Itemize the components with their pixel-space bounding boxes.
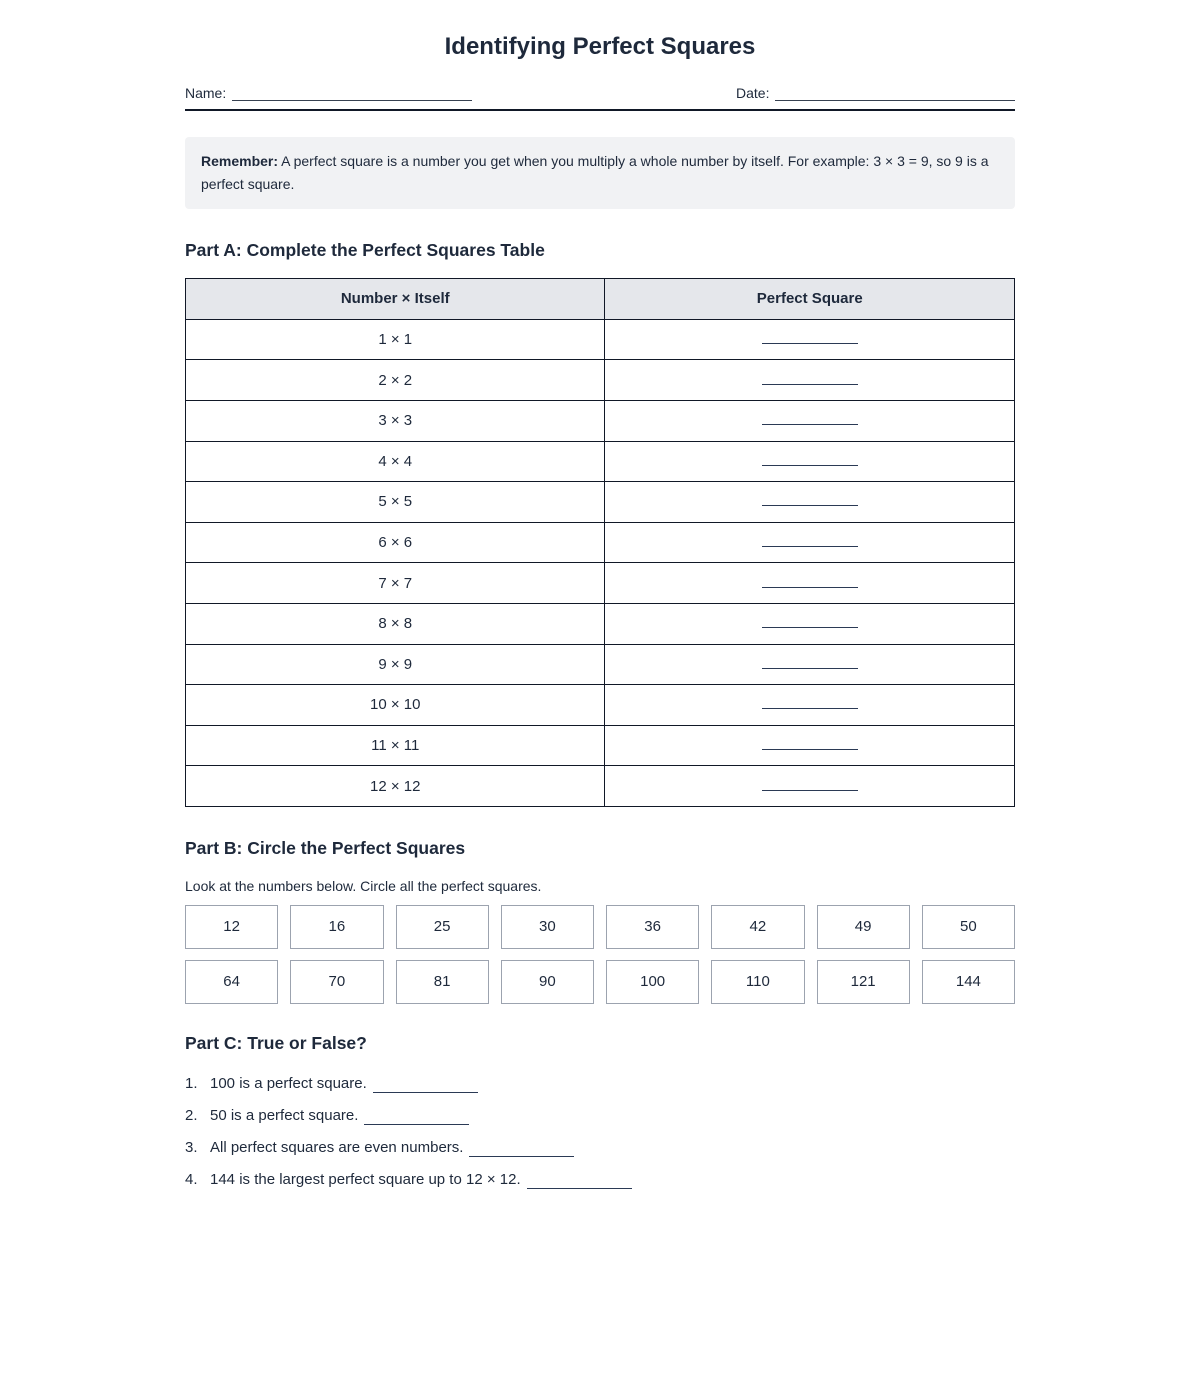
answer-cell bbox=[605, 400, 1015, 441]
question-number: 4. bbox=[185, 1170, 198, 1188]
number-box: 25 bbox=[396, 905, 489, 949]
table-row bbox=[186, 603, 1015, 644]
name-date-row bbox=[185, 85, 1015, 101]
expression-cell: 2 × 2 bbox=[186, 360, 605, 401]
question-item bbox=[185, 1139, 1015, 1157]
number-box: 49 bbox=[817, 905, 910, 949]
answer-cell bbox=[605, 319, 1015, 360]
expression-cell: 12 × 12 bbox=[186, 766, 605, 807]
number-box: 70 bbox=[290, 960, 383, 1004]
question-text: 100 is a perfect square. bbox=[210, 1074, 367, 1092]
question-text: 144 is the largest perfect square up to 12 × 12. bbox=[210, 1170, 521, 1188]
question-blank-line bbox=[469, 1144, 574, 1157]
table-row bbox=[186, 644, 1015, 685]
question-text: All perfect squares are even numbers. bbox=[210, 1138, 464, 1156]
number-box: 121 bbox=[817, 960, 910, 1004]
table-row bbox=[186, 400, 1015, 441]
number-box: 50 bbox=[922, 905, 1015, 949]
true-false-question-list bbox=[185, 1075, 1015, 1189]
question-blank-line bbox=[373, 1080, 478, 1093]
answer-cell bbox=[605, 603, 1015, 644]
answer-cell bbox=[605, 563, 1015, 604]
answer-cell bbox=[605, 441, 1015, 482]
table-row bbox=[186, 563, 1015, 604]
page-title: Identifying Perfect Squares bbox=[444, 33, 756, 60]
table-row bbox=[186, 482, 1015, 523]
number-box-row-1 bbox=[185, 905, 1015, 949]
date-label: Date: bbox=[736, 85, 770, 101]
answer-cell bbox=[605, 725, 1015, 766]
question-text: 50 is a perfect square. bbox=[210, 1106, 359, 1124]
expression-cell: 8 × 8 bbox=[186, 603, 605, 644]
part-b-heading: Part B: Circle the Perfect Squares bbox=[185, 837, 466, 858]
question-item bbox=[185, 1107, 1015, 1125]
answer-blank-line bbox=[762, 656, 858, 669]
question-number: 3. bbox=[185, 1138, 198, 1156]
expression-cell: 10 × 10 bbox=[186, 685, 605, 726]
table-row bbox=[186, 522, 1015, 563]
date-blank-line bbox=[775, 86, 1015, 101]
column-header-perfect-square: Perfect Square bbox=[605, 279, 1015, 320]
question-number: 2. bbox=[185, 1106, 198, 1124]
question-number: 1. bbox=[185, 1074, 198, 1092]
expression-cell: 3 × 3 bbox=[186, 400, 605, 441]
answer-blank-line bbox=[762, 453, 858, 466]
remember-callout bbox=[185, 137, 1015, 209]
name-label: Name: bbox=[185, 85, 227, 101]
answer-cell bbox=[605, 482, 1015, 523]
number-box: 30 bbox=[501, 905, 594, 949]
part-b-instruction: Look at the numbers below. Circle all the perfect squares. bbox=[185, 877, 542, 894]
part-c-heading: Part C: True or False? bbox=[185, 1032, 367, 1053]
answer-blank-line bbox=[762, 615, 858, 628]
answer-cell bbox=[605, 522, 1015, 563]
table-row bbox=[186, 685, 1015, 726]
answer-blank-line bbox=[762, 372, 858, 385]
number-box: 90 bbox=[501, 960, 594, 1004]
table-row bbox=[186, 441, 1015, 482]
table-header-row bbox=[186, 279, 1015, 320]
answer-blank-line bbox=[762, 575, 858, 588]
perfect-squares-table bbox=[185, 278, 1015, 807]
answer-blank-line bbox=[762, 331, 858, 344]
table-row bbox=[186, 319, 1015, 360]
expression-cell: 5 × 5 bbox=[186, 482, 605, 523]
column-header-number-itself: Number × Itself bbox=[186, 279, 605, 320]
answer-blank-line bbox=[762, 534, 858, 547]
answer-blank-line bbox=[762, 412, 858, 425]
number-box: 16 bbox=[290, 905, 383, 949]
question-blank-line bbox=[364, 1112, 469, 1125]
number-box: 144 bbox=[922, 960, 1015, 1004]
answer-blank-line bbox=[762, 493, 858, 506]
remember-text: A perfect square is a number you get when you multiply a whole number by itself. For example: 3 × 3 = 9, so 9 is a perfect square. bbox=[201, 153, 989, 193]
worksheet-page bbox=[185, 0, 1015, 1189]
expression-cell: 9 × 9 bbox=[186, 644, 605, 685]
number-box: 110 bbox=[711, 960, 804, 1004]
expression-cell: 7 × 7 bbox=[186, 563, 605, 604]
number-box: 64 bbox=[185, 960, 278, 1004]
answer-cell bbox=[605, 360, 1015, 401]
expression-cell: 6 × 6 bbox=[186, 522, 605, 563]
answer-blank-line bbox=[762, 737, 858, 750]
number-box: 12 bbox=[185, 905, 278, 949]
question-item bbox=[185, 1171, 1015, 1189]
expression-cell: 11 × 11 bbox=[186, 725, 605, 766]
remember-label: Remember: bbox=[201, 153, 279, 169]
header-divider bbox=[185, 109, 1015, 111]
answer-cell bbox=[605, 685, 1015, 726]
question-item bbox=[185, 1075, 1015, 1093]
expression-cell: 1 × 1 bbox=[186, 319, 605, 360]
number-box: 100 bbox=[606, 960, 699, 1004]
date-field-group bbox=[736, 85, 1015, 101]
part-a-heading: Part A: Complete the Perfect Squares Table bbox=[185, 240, 545, 261]
number-box: 81 bbox=[396, 960, 489, 1004]
number-box-row-2 bbox=[185, 960, 1015, 1004]
answer-cell bbox=[605, 644, 1015, 685]
table-row bbox=[186, 766, 1015, 807]
number-box: 36 bbox=[606, 905, 699, 949]
table-row bbox=[186, 725, 1015, 766]
expression-cell: 4 × 4 bbox=[186, 441, 605, 482]
table-row bbox=[186, 360, 1015, 401]
question-blank-line bbox=[527, 1176, 632, 1189]
name-blank-line bbox=[232, 86, 472, 101]
answer-cell bbox=[605, 766, 1015, 807]
answer-blank-line bbox=[762, 696, 858, 709]
answer-blank-line bbox=[762, 778, 858, 791]
number-box: 42 bbox=[711, 905, 804, 949]
name-field-group bbox=[185, 85, 472, 101]
